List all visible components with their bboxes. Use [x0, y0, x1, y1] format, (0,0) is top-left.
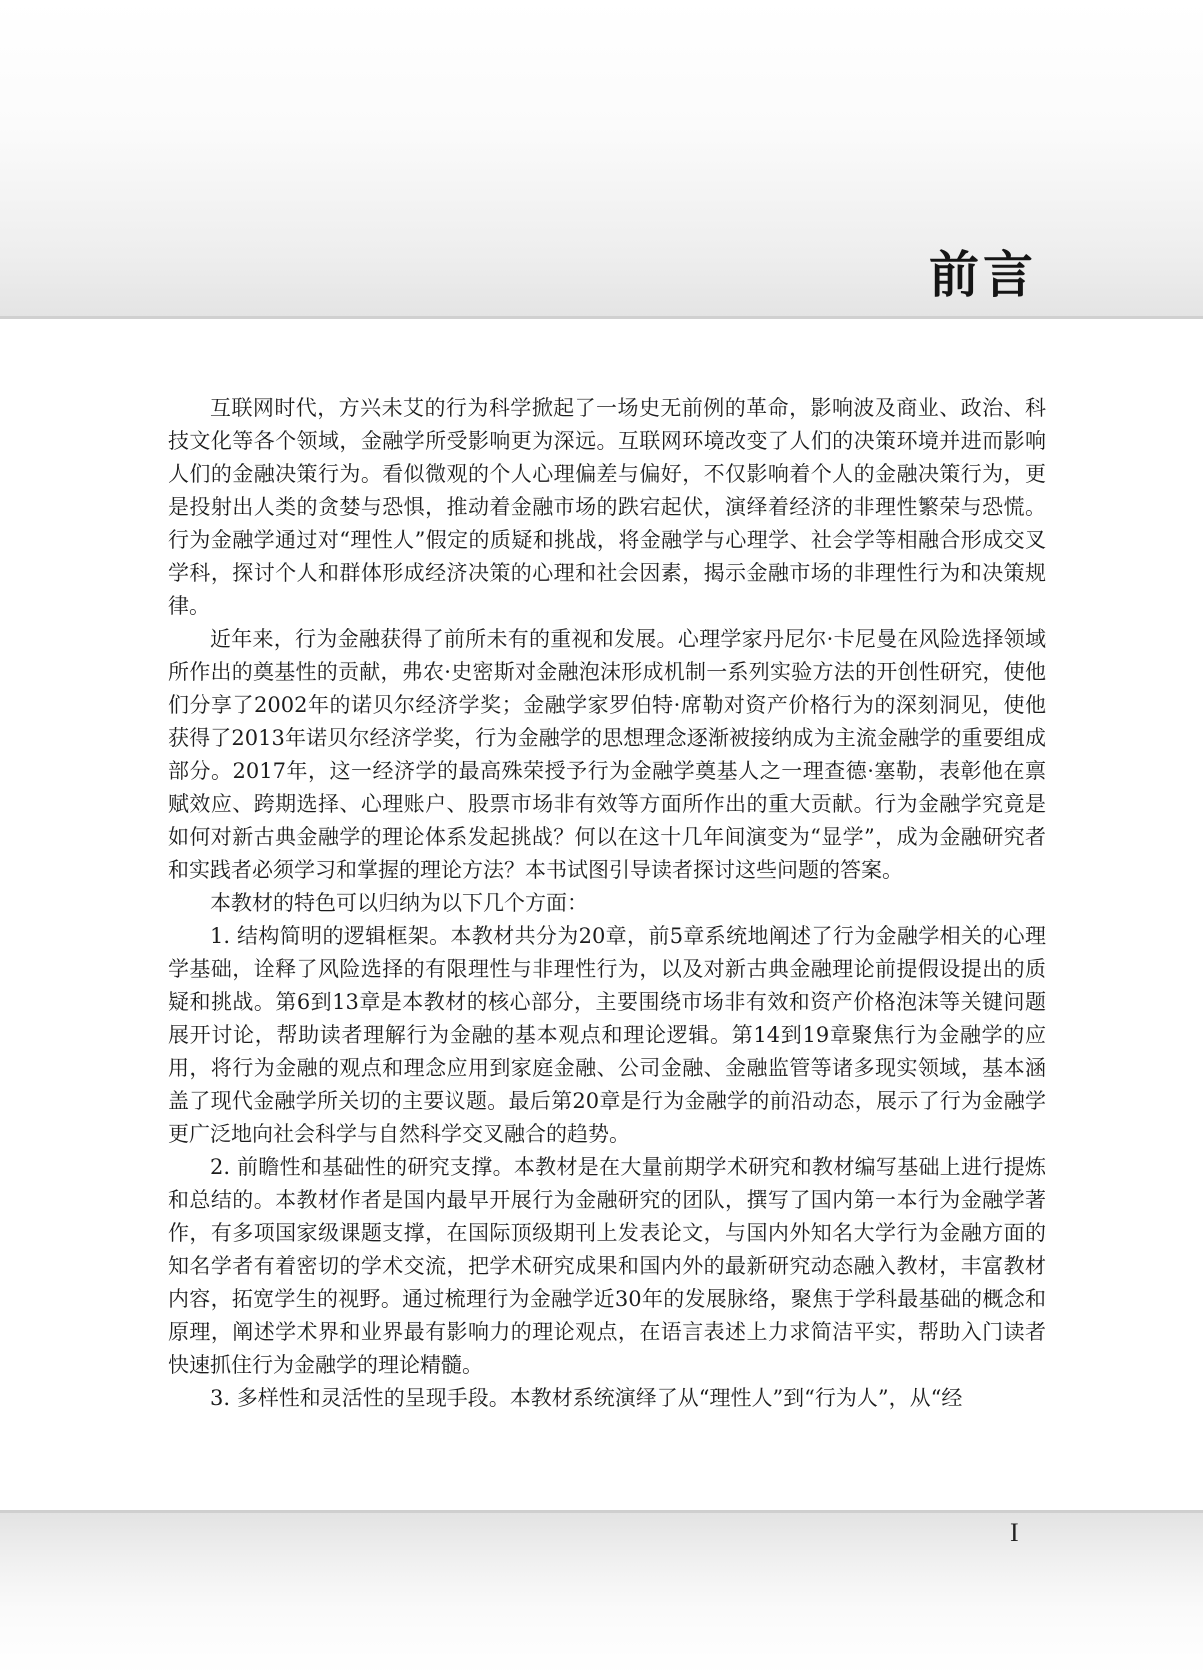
- paragraph-features-intro: 本教材的特色可以归纳为以下几个方面：: [210, 891, 588, 915]
- body-text: [168, 392, 1046, 1415]
- footer-band: [0, 1510, 1203, 1675]
- page-number: I: [1010, 1518, 1019, 1547]
- paragraph-intro: 互联网时代，方兴未艾的行为科学掀起了一场史无前例的革命，影响波及商业、政治、科技文化等各个领域，金融学所受影响更为深远。互联网环境改变了人们的决策环境并进而影响人们的金融决策行为。看似微观的个人心理偏差与偏好，不仅影响着个人的金融决策行为，更是投射出人类的贪婪与恐惧，推动着金融市场的跌宕起伏，演绎着经济的非理性繁荣与恐慌。行为金融学通过对“理性人”假定的质疑和挑战，将金融学与心理学、社会学等相融合形成交叉学科，探讨个人和群体形成经济决策的心理和社会因素，揭示金融市场的非理性行为和决策规律。: [168, 396, 1046, 618]
- paragraph-history: 近年来，行为金融获得了前所未有的重视和发展。心理学家丹尼尔·卡尼曼在风险选择领域所作出的奠基性的贡献，弗农·史密斯对金融泡沫形成机制一系列实验方法的开创性研究，使他们分享了2002年的诺贝尔经济学奖；金融学家罗伯特·席勒对资产价格行为的深刻洞见，使他获得了2013年诺贝尔经济学奖，行为金融学的思想理念逐渐被接纳成为主流金融学的重要组成部分。2017年，这一经济学的最高殊荣授予行为金融学奠基人之一理查德·塞勒，表彰他在禀赋效应、跨期选择、心理账户、股票市场非有效等方面所作出的重大贡献。行为金融学究竟是如何对新古典金融学的理论体系发起挑战？何以在这十几年间演变为“显学”，成为金融研究者和实践者必须学习和掌握的理论方法？本书试图引导读者探讨这些问题的答案。: [168, 627, 1046, 882]
- header-divider: [0, 316, 1203, 319]
- page-title: 前言: [929, 246, 1037, 304]
- footer-divider: [0, 1510, 1203, 1513]
- paragraph-feature-1: 1. 结构简明的逻辑框架。本教材共分为20章，前5章系统地阐述了行为金融学相关的心理学基础，诠释了风险选择的有限理性与非理性行为，以及对新古典金融理论前提假设提出的质疑和挑战。第6到13章是本教材的核心部分，主要围绕市场非有效和资产价格泡沫等关键问题展开讨论，帮助读者理解行为金融的基本观点和理论逻辑。第14到19章聚焦行为金融学的应用，将行为金融的观点和理念应用到家庭金融、公司金融、金融监管等诸多现实领域，基本涵盖了现代金融学所关切的主要议题。最后第20章是行为金融学的前沿动态，展示了行为金融学更广泛地向社会科学与自然科学交叉融合的趋势。: [168, 924, 1046, 1146]
- paragraph-feature-2: 2. 前瞻性和基础性的研究支撑。本教材是在大量前期学术研究和教材编写基础上进行提炼和总结的。本教材作者是国内最早开展行为金融研究的团队，撰写了国内第一本行为金融学著作，有多项国家级课题支撑，在国际顶级期刊上发表论文，与国内外知名大学行为金融方面的知名学者有着密切的学术交流，把学术研究成果和国内外的最新研究动态融入教材，丰富教材内容，拓宽学生的视野。通过梳理行为金融学近30年的发展脉络，聚焦于学科最基础的概念和原理，阐述学术界和业界最有影响力的理论观点，在语言表述上力求简洁平实，帮助入门读者快速抓住行为金融学的理论精髓。: [168, 1155, 1046, 1377]
- paragraph-feature-3: 3. 多样性和灵活性的呈现手段。本教材系统演绎了从“理性人”到“行为人”，从“经: [210, 1386, 963, 1410]
